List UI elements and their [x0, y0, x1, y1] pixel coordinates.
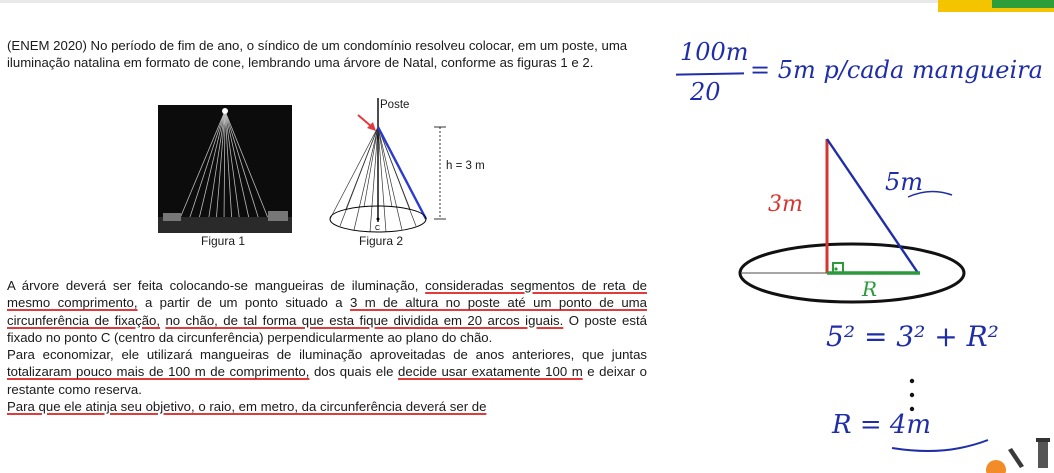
poste-label: Poste [380, 99, 410, 111]
height-label: h = 3 m [446, 160, 485, 172]
body-s2: consideradas segmentos de reta de mesmo comprimento, [7, 278, 647, 311]
figure-2-caption: Figura 2 [359, 234, 404, 248]
fraction-bar [676, 72, 744, 75]
channel-badge [938, 0, 1054, 12]
height-3m-label: 3m [768, 192, 803, 217]
body-s3: a partir de um ponto situado a [137, 295, 351, 311]
body-s9: totalizaram pouco mais de 100 m de comprimento, [7, 364, 310, 380]
body-s11: decide usar exatamente 100 m [398, 364, 583, 380]
body-s4: 3 m de altura no poste até um ponto de uma circunferência de fixação, [7, 295, 647, 328]
body-s8: Para economizar, ele utilizará mangueiras de iluminação aproveitadas de anos anteriores, que juntas [7, 347, 647, 363]
body-s1: A árvore deverá ser feita colocando-se mangueiras de iluminação, [7, 278, 426, 293]
body-s12: e deixar o restante como reserva. [7, 364, 647, 397]
body-s13: Para que ele atinja seu objetivo, o raio, em metro, da circunferência deverá ser de [7, 399, 487, 415]
pen-tool-icon [984, 428, 1054, 473]
question-intro: (ENEM 2020) No período de fim de ano, o síndico de um condomínio resolveu colocar, em um poste, uma iluminação natalina em formato de cone, lembrando uma árvore de Natal, conforme as figuras 1 e 2. [7, 38, 628, 71]
fraction-result: = 5m p/cada mangueira [750, 56, 1043, 84]
question-body [7, 277, 647, 415]
body-s6: no chão, de tal forma que esta fique dividida em 20 arcos iguais. [165, 312, 564, 328]
center-label: C [375, 225, 381, 232]
fraction-denominator: 20 [690, 78, 721, 106]
body-s7: O poste está fixado no ponto C (centro da circunferência) perpendicularmente ao plano do chão. [7, 312, 647, 345]
radius-label: R [862, 277, 878, 301]
fraction-numerator: 100m [680, 38, 749, 66]
hypotenuse-5m-label: 5m [885, 168, 924, 196]
top-border [0, 0, 1054, 3]
continuation-dots [907, 375, 917, 415]
figure-1-caption: Figura 1 [201, 234, 246, 248]
pythagoras-equation: 5² = 3² + R² [826, 320, 999, 353]
answer-underline [890, 436, 990, 456]
body-s10: dos quais ele [309, 364, 399, 380]
final-answer: R = 4m [832, 410, 932, 440]
figure-1-photo [158, 105, 292, 233]
